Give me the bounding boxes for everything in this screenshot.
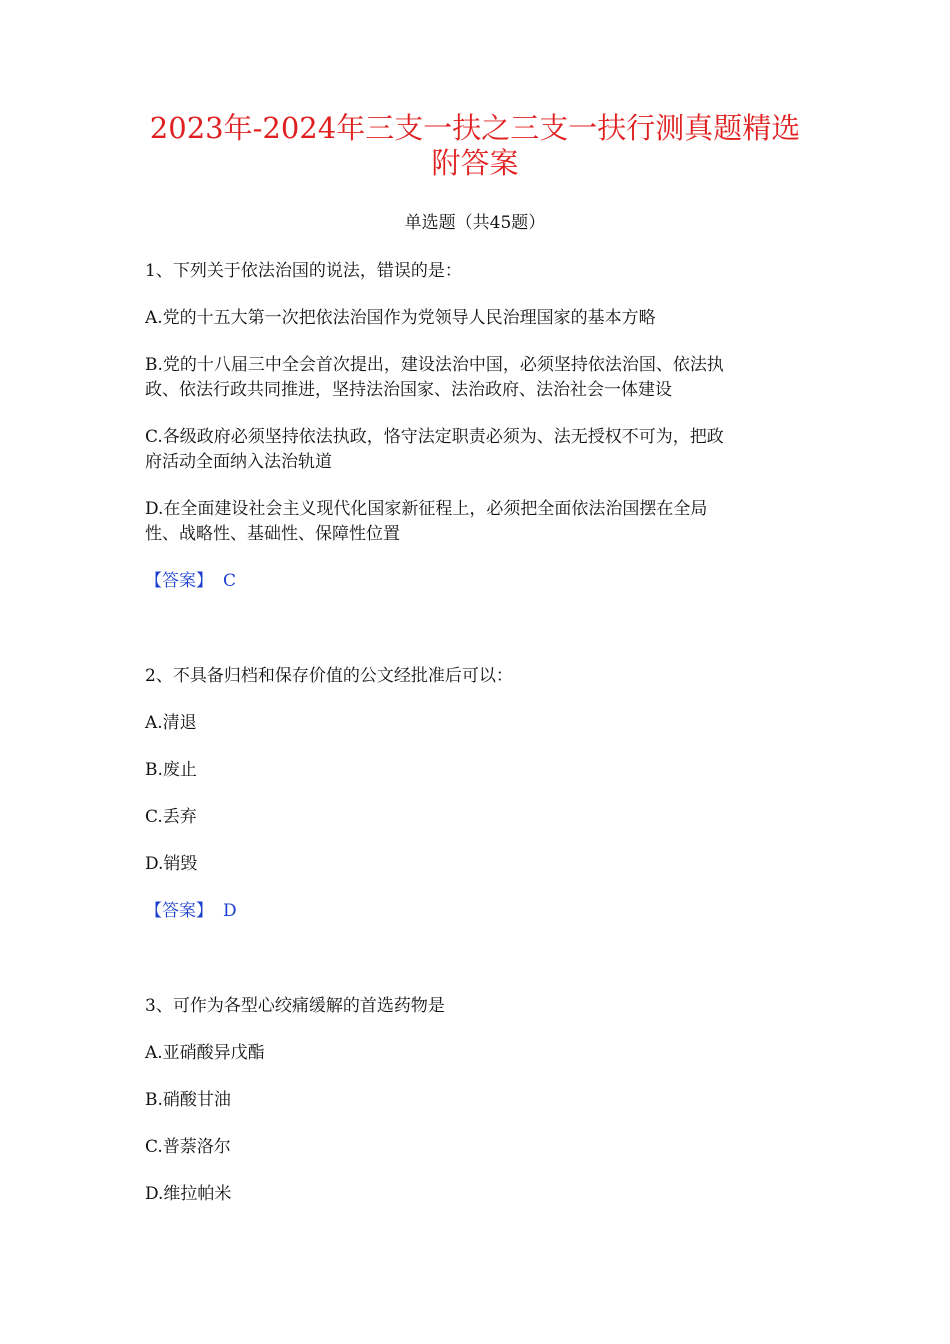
answer-value: C (223, 571, 237, 591)
question-1-option-c-line-2: 府活动全面纳入法治轨道 (145, 452, 332, 472)
question-1-option-d-line-1: D.在全面建设社会主义现代化国家新征程上，必须把全面依法治国摆在全局 (145, 499, 708, 519)
question-3-stem: 3、可作为各型心绞痛缓解的首选药物是 (145, 996, 445, 1016)
question-1-option-c-line-1: C.各级政府必须坚持依法执政，恪守法定职责必须为、法无授权不可为，把政 (145, 427, 724, 447)
answer-label: 【答案】 (145, 901, 213, 921)
document-title-line-2: 附答案 (431, 146, 519, 180)
question-3-option-c: C.普萘洛尔 (145, 1137, 231, 1157)
answer-label: 【答案】 (145, 571, 213, 591)
question-2-option-b: B.废止 (145, 760, 197, 780)
question-2-option-a: A.清退 (145, 713, 197, 733)
question-2-option-c: C.丢弃 (145, 807, 197, 827)
question-1-option-d-line-2: 性、战略性、基础性、保障性位置 (145, 524, 400, 544)
question-1-option-a: A.党的十五大第一次把依法治国作为党领导人民治理国家的基本方略 (145, 308, 656, 328)
question-3-option-d: D.维拉帕米 (145, 1184, 232, 1204)
question-2-answer (145, 898, 810, 924)
question-1-stem: 1、下列关于依法治国的说法，错误的是： (145, 261, 462, 281)
question-3-option-b: B.硝酸甘油 (145, 1090, 231, 1110)
question-1-option-b-line-2: 政、依法行政共同推进，坚持法治国家、法治政府、法治社会一体建设 (145, 380, 672, 400)
question-2-stem: 2、不具备归档和保存价值的公文经批准后可以： (145, 666, 513, 686)
question-3-option-a: A.亚硝酸异戊酯 (145, 1043, 265, 1063)
document-title-line-1: 2023年-2024年三支一扶之三支一扶行测真题精选 (149, 111, 801, 145)
question-1-answer (145, 568, 810, 594)
section-header: 单选题（共45题） (404, 213, 546, 233)
question-1-option-b-line-1: B.党的十八届三中全会首次提出，建设法治中国，必须坚持依法治国、依法执 (145, 355, 724, 375)
question-2-option-d: D.销毁 (145, 854, 198, 874)
answer-value: D (223, 901, 237, 921)
